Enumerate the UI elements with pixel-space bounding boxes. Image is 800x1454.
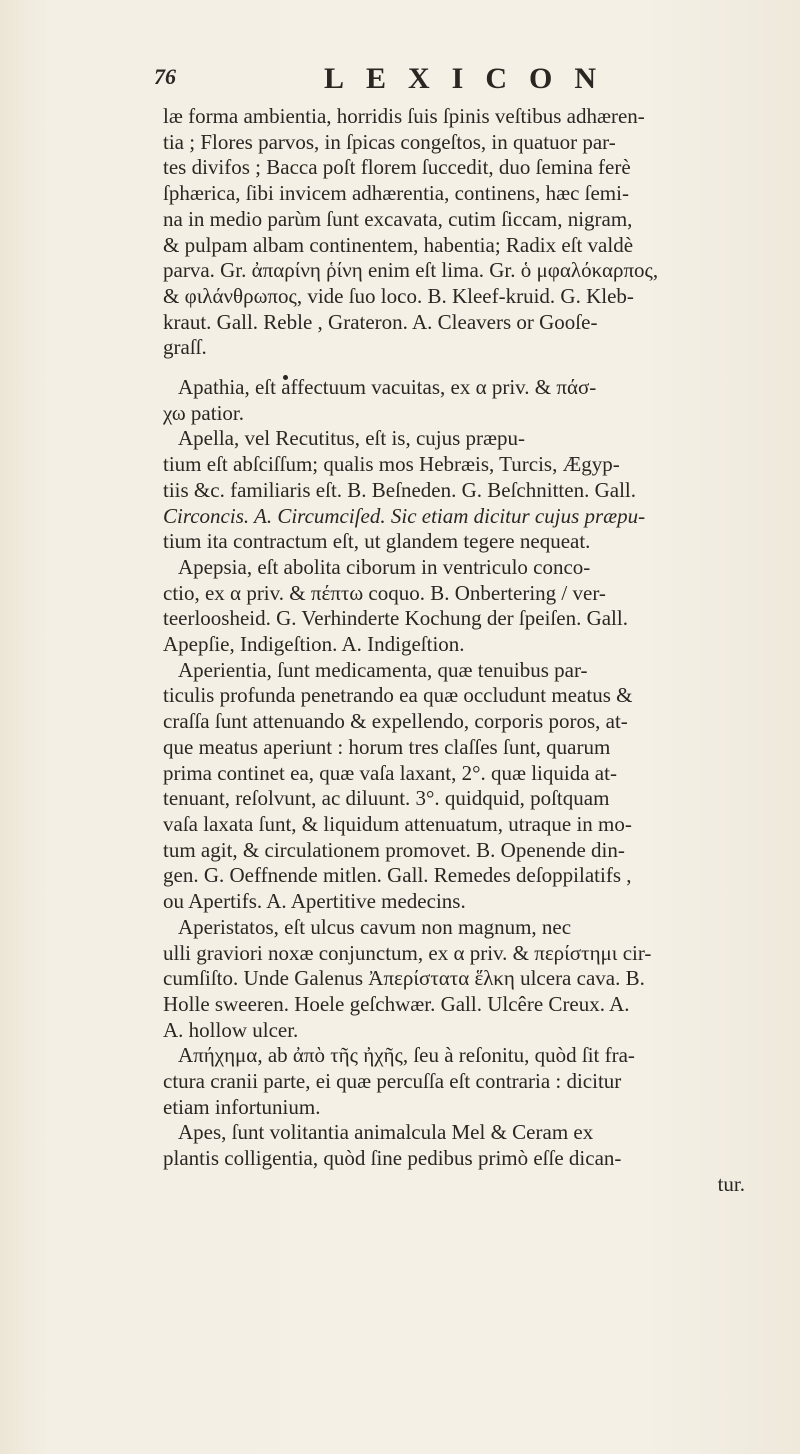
entry-apechema: Απήχημα, ab ἀπὸ τῆς ἠχῆς, ſeu à reſonitu, quòd ſit fra-	[178, 1043, 635, 1068]
text-line: kraut. Gall. Reble , Grateron. A. Cleavers or Gooſe-	[163, 309, 598, 334]
text-line: tium eſt abſciſſum; qualis mos Hebræis, Turcis, Ægyp-	[163, 452, 620, 477]
text-line: & φιλάνθρωπος, vide ſuo loco. B. Kleef-kruid. G. Kleb-	[163, 283, 634, 308]
text-line: que meatus aperiunt : horum tres claſſes ſunt, quarum	[163, 734, 611, 759]
entry-apathia: Apathia, eſt affectuum vacuitas, ex α priv. & πάσ-	[178, 375, 597, 400]
text-line: Holle sweeren. Hoele geſchwær. Gall. Ulcêre Creux. A.	[163, 991, 630, 1016]
text-line: parva. Gr. ἀπαρίνη ῥίνη enim eſt lima. Gr. ὁ μφαλόκαρπος,	[163, 258, 659, 283]
text-line: graſſ.	[163, 335, 207, 360]
text-line: tiis &c. familiaris eſt. B. Beſneden. G. Beſchnitten. Gall.	[163, 477, 636, 502]
text-line: teerloosheid. G. Verhinderte Kochung der ſpeiſen. Gall.	[163, 606, 628, 631]
text-line: tia ; Flores parvos, in ſpicas congeſtos, in quatuor par-	[163, 129, 616, 154]
catchword: tur.	[717, 1171, 745, 1196]
entry-aperistatos: Aperistatos, eſt ulcus cavum non magnum, nec	[178, 914, 572, 939]
text-line: prima continet ea, quæ vaſa laxant, 2°. quæ liquida at-	[163, 760, 617, 785]
text-line: & pulpam albam continentem, habentia; Radix eſt valdè	[163, 232, 634, 257]
text-line: etiam infortunium.	[163, 1094, 321, 1119]
page-header	[154, 64, 714, 98]
text-line: ctura cranii parte, ei quæ percuſſa eſt contraria : dicitur	[163, 1069, 622, 1094]
text-line: tium ita contractum eſt, ut glandem tegere nequeat.	[163, 529, 591, 554]
page-number: 76	[154, 64, 176, 89]
text-line: ulli graviori noxæ conjunctum, ex α priv. & περίστημι cir-	[163, 940, 652, 965]
entry-apes: Apes, ſunt volitantia animalcula Mel & Ceram ex	[178, 1120, 594, 1145]
text-line: tum agit, & circulationem promovet. B. Openende din-	[163, 837, 625, 862]
text-line: craſſa ſunt attenuando & expellendo, corporis poros, at-	[163, 709, 628, 734]
text-line: tenuant, reſolvunt, ac diluunt. 3°. quidquid, poſtquam	[163, 786, 610, 811]
page-body	[163, 104, 745, 1198]
text-line: læ forma ambientia, horridis ſuis ſpinis veſtibus adhæren-	[163, 104, 645, 128]
text-line: plantis colligentia, quòd ſine pedibus primò eſſe dican-	[163, 1146, 622, 1171]
text-line: Apepſie, Indigeſtion. A. Indigeſtion.	[163, 632, 465, 657]
text-line: tes divifos ; Bacca poſt florem ſuccedit, duo ſemina ferè	[163, 155, 631, 180]
text-line: cumſiſto. Unde Galenus Ἀπερίστατα ἕλκη ulcera cava. B.	[163, 966, 645, 991]
running-title: LEXICON	[324, 62, 619, 95]
entry-apella: Apella, vel Recutitus, eſt is, cujus præpu-	[178, 426, 526, 451]
text-line: na in medio parùm ſunt excavata, cutim ſiccam, nigram,	[163, 206, 633, 231]
text-line: ou Apertifs. A. Apertitive medecins.	[163, 889, 466, 914]
text-line: vaſa laxata ſunt, & liquidum attenuatum, utraque in mo-	[163, 811, 632, 836]
text-line: ctio, ex α priv. & πέπτω coquo. B. Onbertering / ver-	[163, 580, 606, 605]
text-line: ticulis profunda penetrando ea quæ occludunt meatus &	[163, 683, 633, 708]
text-line: A. hollow ulcer.	[163, 1017, 299, 1042]
text-line: χω patior.	[163, 400, 245, 425]
entry-apepsia: Apepsia, eſt abolita ciborum in ventriculo conco-	[178, 554, 591, 579]
separator-dot	[163, 361, 745, 375]
text-line: Circoncis. A. Circumciſed. Sic etiam dicitur cujus præpu-	[163, 503, 646, 528]
entry-aperientia: Aperientia, ſunt medicamenta, quæ tenuibus par-	[178, 657, 588, 682]
text-line: ſphærica, ſibi invicem adhærentia, continens, hæc ſemi-	[163, 181, 629, 206]
text-line: gen. G. Oeffnende mitlen. Gall. Remedes deſoppilatifs ,	[163, 863, 632, 888]
